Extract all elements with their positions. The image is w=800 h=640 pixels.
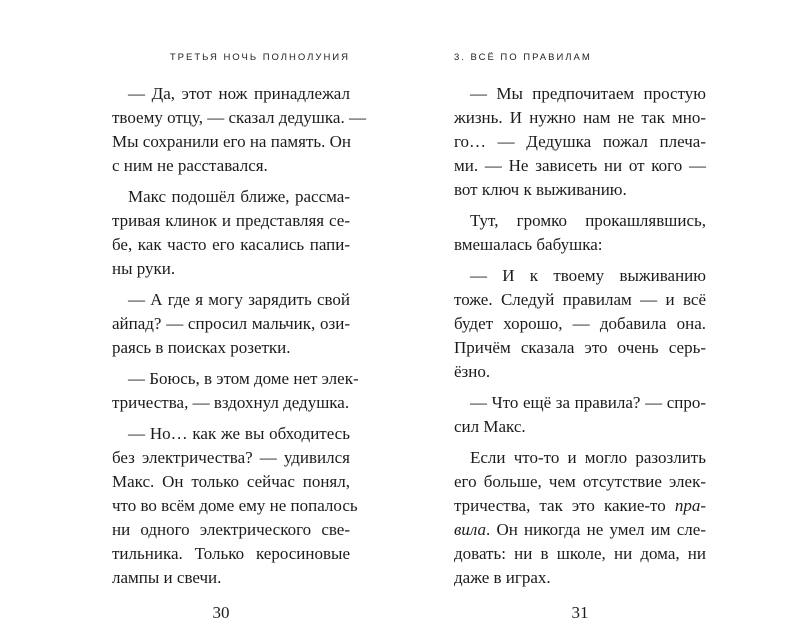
text-line: без электричества? — удивился xyxy=(112,448,350,467)
paragraph xyxy=(454,446,706,590)
text-segment: тричества, так это какие-то xyxy=(454,496,675,515)
paragraph xyxy=(454,209,706,257)
page-number-left: 30 xyxy=(212,603,230,622)
text-line: вмешалась бабушка: xyxy=(454,235,603,254)
paragraph xyxy=(112,82,366,178)
text-line: Мы сохранили его на память. Он xyxy=(112,132,351,151)
text-line: Макс. Он только сейчас понял, xyxy=(112,472,350,491)
running-head-right: 3. ВСЁ ПО ПРАВИЛАМ xyxy=(454,52,592,63)
text-line: даже в играх. xyxy=(454,568,551,587)
text-line: раясь в поисках розетки. xyxy=(112,338,291,357)
text-segment: . Он никогда не умел им сле- xyxy=(486,520,706,539)
text-line: — Что ещё за правила? — спро- xyxy=(470,393,706,412)
text-line: Причём сказала это очень серь- xyxy=(454,338,706,357)
text-line: тричества, — вздохнул дедушка. xyxy=(112,393,350,412)
text-line: тоже. Следуй правилам — и всё xyxy=(454,290,706,309)
text-line: жизнь. И нужно нам не так мно- xyxy=(454,108,706,127)
text-line: лампы и свечи. xyxy=(112,568,222,587)
page-number-right: 31 xyxy=(571,603,589,622)
text-line: бе, как часто его касались папи- xyxy=(112,235,350,254)
paragraph xyxy=(112,367,359,415)
text-line: Тут, громко прокашлявшись, xyxy=(470,211,706,230)
paragraph xyxy=(454,264,706,384)
paragraph xyxy=(454,82,706,202)
left-page xyxy=(112,0,366,640)
text-line: тривая клинок и представляя се- xyxy=(112,211,350,230)
right-page xyxy=(454,0,706,640)
text-line: ёзно. xyxy=(454,362,491,381)
italic-word: пра- xyxy=(674,496,706,515)
text-line: — И к твоему выживанию xyxy=(470,266,706,285)
text-line: айпад? — спросил мальчик, ози- xyxy=(112,314,350,333)
right-page-text xyxy=(454,82,706,597)
text-line: Макс подошёл ближе, рассма- xyxy=(128,187,350,206)
text-line: вот ключ к выживанию. xyxy=(454,180,627,199)
paragraph xyxy=(112,185,350,281)
text-line: сил Макс. xyxy=(454,417,526,436)
text-line: тильника. Только керосиновые xyxy=(112,544,350,563)
paragraph xyxy=(112,422,358,590)
text-line: — Но… как же вы обходитесь xyxy=(128,424,350,443)
text-line: — Да, этот нож принадлежал xyxy=(128,84,350,103)
text-line: го… — Дедушка пожал плеча- xyxy=(454,132,706,151)
text-line-with-italic xyxy=(454,494,706,518)
text-line: будет хорошо, — добавила она. xyxy=(454,314,706,333)
text-line: с ним не расставался. xyxy=(112,156,268,175)
paragraph xyxy=(112,288,350,360)
text-line: Если что-то и могло разозлить xyxy=(470,448,706,467)
text-line: — А где я могу зарядить свой xyxy=(128,290,350,309)
italic-word: вила xyxy=(454,520,486,539)
left-page-text xyxy=(112,82,366,597)
text-line: что во всём доме ему не попалось xyxy=(112,496,358,515)
text-line-with-italic xyxy=(454,518,706,542)
text-line: твоему отцу, — сказал дедушка. — xyxy=(112,108,366,127)
paragraph xyxy=(454,391,706,439)
text-line: его больше, чем отсутствие элек- xyxy=(454,472,706,491)
text-line: ны руки. xyxy=(112,259,176,278)
text-line: ни одного электрического све- xyxy=(112,520,350,539)
text-line: довать: ни в школе, ни дома, ни xyxy=(454,544,706,563)
text-line: — Мы предпочитаем простую xyxy=(470,84,706,103)
running-head-left: ТРЕТЬЯ НОЧЬ ПОЛНОЛУНИЯ xyxy=(169,52,350,63)
text-line: — Боюсь, в этом доме нет элек- xyxy=(128,369,359,388)
text-line: ми. — Не зависеть ни от кого — xyxy=(454,156,706,175)
